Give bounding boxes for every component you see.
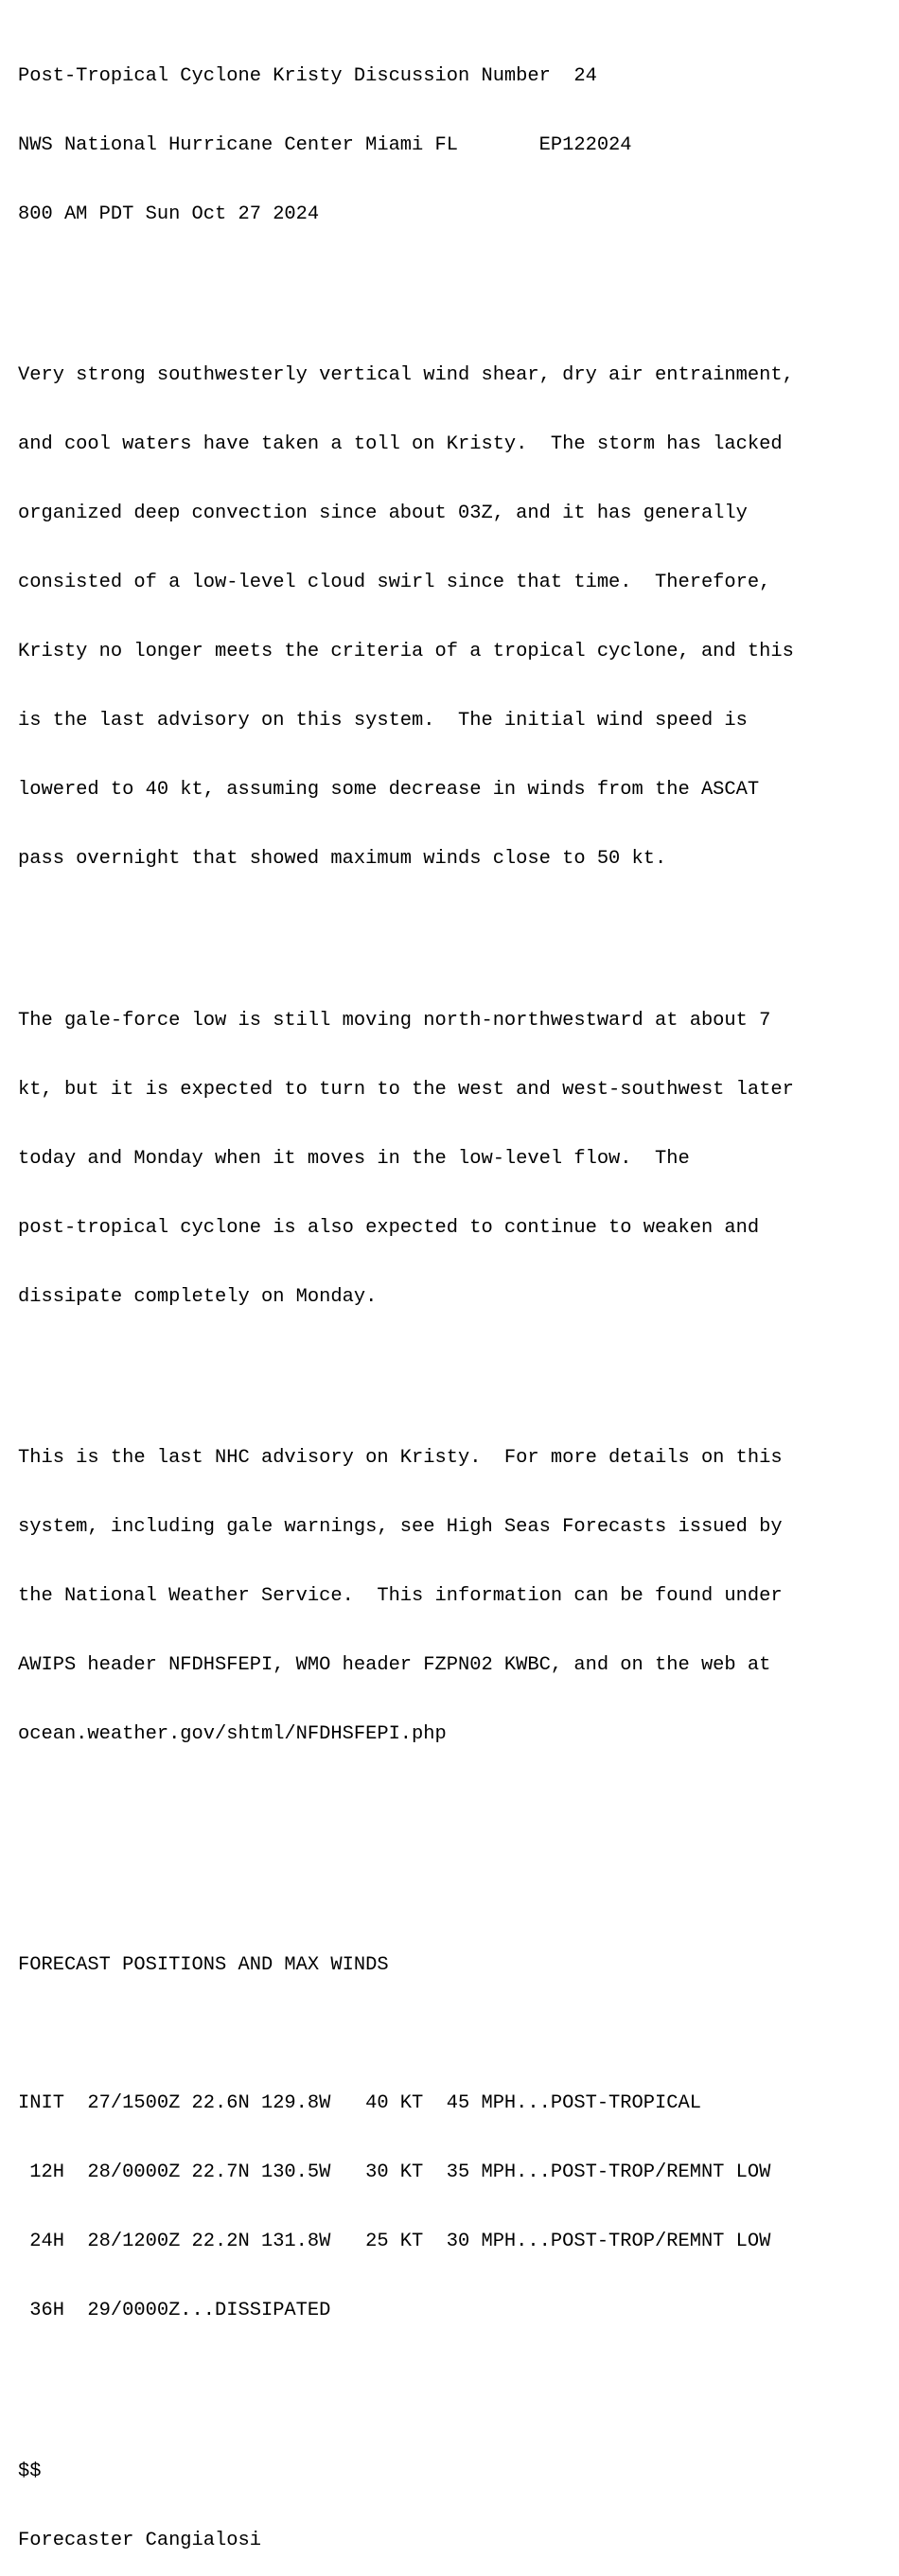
forecast-heading: FORECAST POSITIONS AND MAX WINDS [18,1953,389,1976]
paragraph-1-line: pass overnight that showed maximum winds close to 50 kt. [18,848,667,871]
blank-line [18,1862,889,1885]
blank-line [18,917,889,940]
forecast-row: 24H 28/1200Z 22.2N 131.8W 25 KT 30 MPH...POST-TROP/REMNT LOW [18,2231,771,2252]
paragraph-2-line: The gale-force low is still moving north-northwestward at about 7 [18,1009,771,1032]
forecast-row: INIT 27/1500Z 22.6N 129.8W 40 KT 45 MPH...POST-TROPICAL [18,2091,701,2114]
forecast-row: 12H 28/0000Z 22.7N 130.5W 30 KT 35 MPH...POST-TROP/REMNT LOW [18,2161,771,2183]
paragraph-2-line: today and Monday when it moves in the low-level flow. The [18,1147,690,1170]
paragraph-1-line: Kristy no longer meets the criteria of a tropical cyclone, and this [18,641,794,663]
forecaster-signature: Forecaster Cangialosi [18,2530,261,2552]
blank-line [18,2369,889,2391]
paragraph-3-line: AWIPS header NFDHSFEPI, WMO header FZPN02 KWBC, and on the web at [18,1654,771,1677]
paragraph-2-line: dissipate completely on Monday. [18,1285,378,1308]
web-link[interactable]: ocean.weather.gov/shtml/NFDHSFEPI.php [18,1723,447,1746]
paragraph-1-line: and cool waters have taken a toll on Kristy. The storm has lacked [18,433,783,456]
paragraph-3-line: system, including gale warnings, see High Seas Forecasts issued by [18,1516,783,1539]
blank-line [18,2023,889,2046]
paragraph-3-line: the National Weather Service. This information can be found under [18,1585,783,1608]
blank-line [18,1792,889,1815]
issuing-office: NWS National Hurricane Center Miami FL EP122024 [18,133,632,156]
issue-time: 800 AM PDT Sun Oct 27 2024 [18,203,320,225]
paragraph-1-line: is the last advisory on this system. The initial wind speed is [18,710,748,732]
paragraph-1-line: organized deep convection since about 03Z, and it has generally [18,503,748,525]
paragraph-2-line: kt, but it is expected to turn to the west and west-southwest later [18,1078,794,1101]
paragraph-1-line: consisted of a low-level cloud swirl since that time. Therefore, [18,572,771,594]
discussion-document [18,19,889,2576]
paragraph-1-line: Very strong southwesterly vertical wind shear, dry air entrainment, [18,364,794,387]
forecast-row: 36H 29/0000Z...DISSIPATED [18,2300,331,2322]
paragraph-2-line: post-tropical cyclone is also expected to continue to weaken and [18,1216,760,1239]
blank-line [18,1355,889,1378]
discussion-title: Post-Tropical Cyclone Kristy Discussion Number 24 [18,64,597,87]
end-marker: $$ [18,2461,42,2483]
blank-line [18,273,889,295]
paragraph-3-line: This is the last NHC advisory on Kristy. For more details on this [18,1447,783,1470]
paragraph-1-line: lowered to 40 kt, assuming some decrease in winds from the ASCAT [18,779,760,802]
